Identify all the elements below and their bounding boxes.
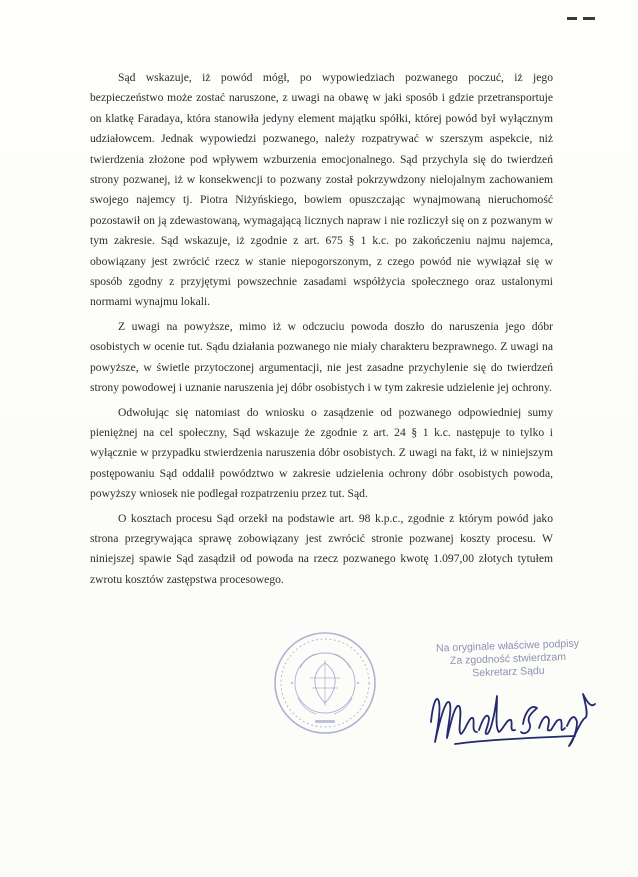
scan-edge-mark — [583, 17, 595, 20]
certification-conformity: Za zgodność stwierdzam — [449, 650, 567, 668]
paragraph-social-purpose-claim: Odwołując się natomiast do wniosku o zasądzenie od pozwanego odpowiedniej sumy pieniężnej na cel społeczny, Sąd wskazuje że zgodnie z art. 24 § 1 k.c. następuje to tylko i wyłącznie w przypadku stwierdzenia naruszenia dóbr osobistych. Z uwagi na fakt, iż w niniejszym postępowaniu Sąd oddalił powództwo w zakresie udzielenia ochrony dóbr osobistych powoda, powyższy wniosek nie podlegał rozpatrzeniu przez tut. Sąd. — [90, 405, 553, 501]
paragraph-infringement-analysis: Sąd wskazuje, iż powód mógł, po wypowiedziach pozwanego poczuć, iż jego bezpieczeństwo może zostać naruszone, z uwagi na obawę w jaki sposób i gdzie przetransportuje on klatkę Faradaya, która stanowiła jedyny element majątku spółki, której powód był wyłącznym udziałowcem. Jednak wypowiedzi pozwanego, należy rozpatrywać w szerszym aspekcie, niż twierdzenia złożone pod wpływem wzburzenia emocjonalnego. Sąd przychyla się do twierdzeń strony pozwanej, iż w konsekwencji to pozwany został pokrzywdzony nielojalnym zachowaniem swojego najemcy tj. Piotra Niżyńskiego, bowiem opuszczając wynajmowaną nieruchomość pozostawił on ją zdewastowaną, wymagającą licznych napraw i nie rozliczył się on z pozwanym w tym zakresie. Sąd wskazuje, iż zgodnie z art. 675 § 1 k.c. po zakończeniu najmu najemca, obowiązany jest zwrócić rzecz w stanie niepogorszonym, z czego powód nie wywiązał się w sposób zgodny z przyjętymi powszechnie zasadami współżycia społecznego oraz ustalonymi normami wynajmu lokali. — [90, 71, 553, 309]
court-seal-stamp — [270, 628, 380, 738]
handwritten-signature — [425, 672, 600, 752]
scan-edge-mark — [567, 17, 577, 20]
justification-text — [90, 68, 553, 594]
certification-original-signatures: Na oryginale właściwe podpisy — [435, 637, 580, 655]
paragraph-costs: O kosztach procesu Sąd orzekł na podstawie art. 98 k.p.c., zgodnie z którym powód jako strona przegrywająca sprawę zobowiązany jest zwrócić stronie pozwanej koszty procesu. W niniejszej spawie Sąd zasądził od powoda na rzecz pozwanego kwotę 1.097,00 złotych tytułem zwrotu kosztów zastępstwa procesowego. — [90, 511, 553, 586]
paragraph-no-unlawfulness: Z uwagi na powyższe, mimo iż w odczuciu powoda doszło do naruszenia jego dóbr osobistych w ocenie tut. Sądu działania pozwanego nie miały charakteru bezprawnego. Z uwagi na powyższe, w świetle przytoczonej argumentacji, nie jest zasadne przychylenie się do twierdzeń strony powodowej i uznanie naruszenia jej dóbr osobistych i w tym zakresie udzielenie jej ochrony. — [90, 319, 553, 395]
certification-court-secretary: Sekretarz Sądu — [472, 664, 545, 680]
